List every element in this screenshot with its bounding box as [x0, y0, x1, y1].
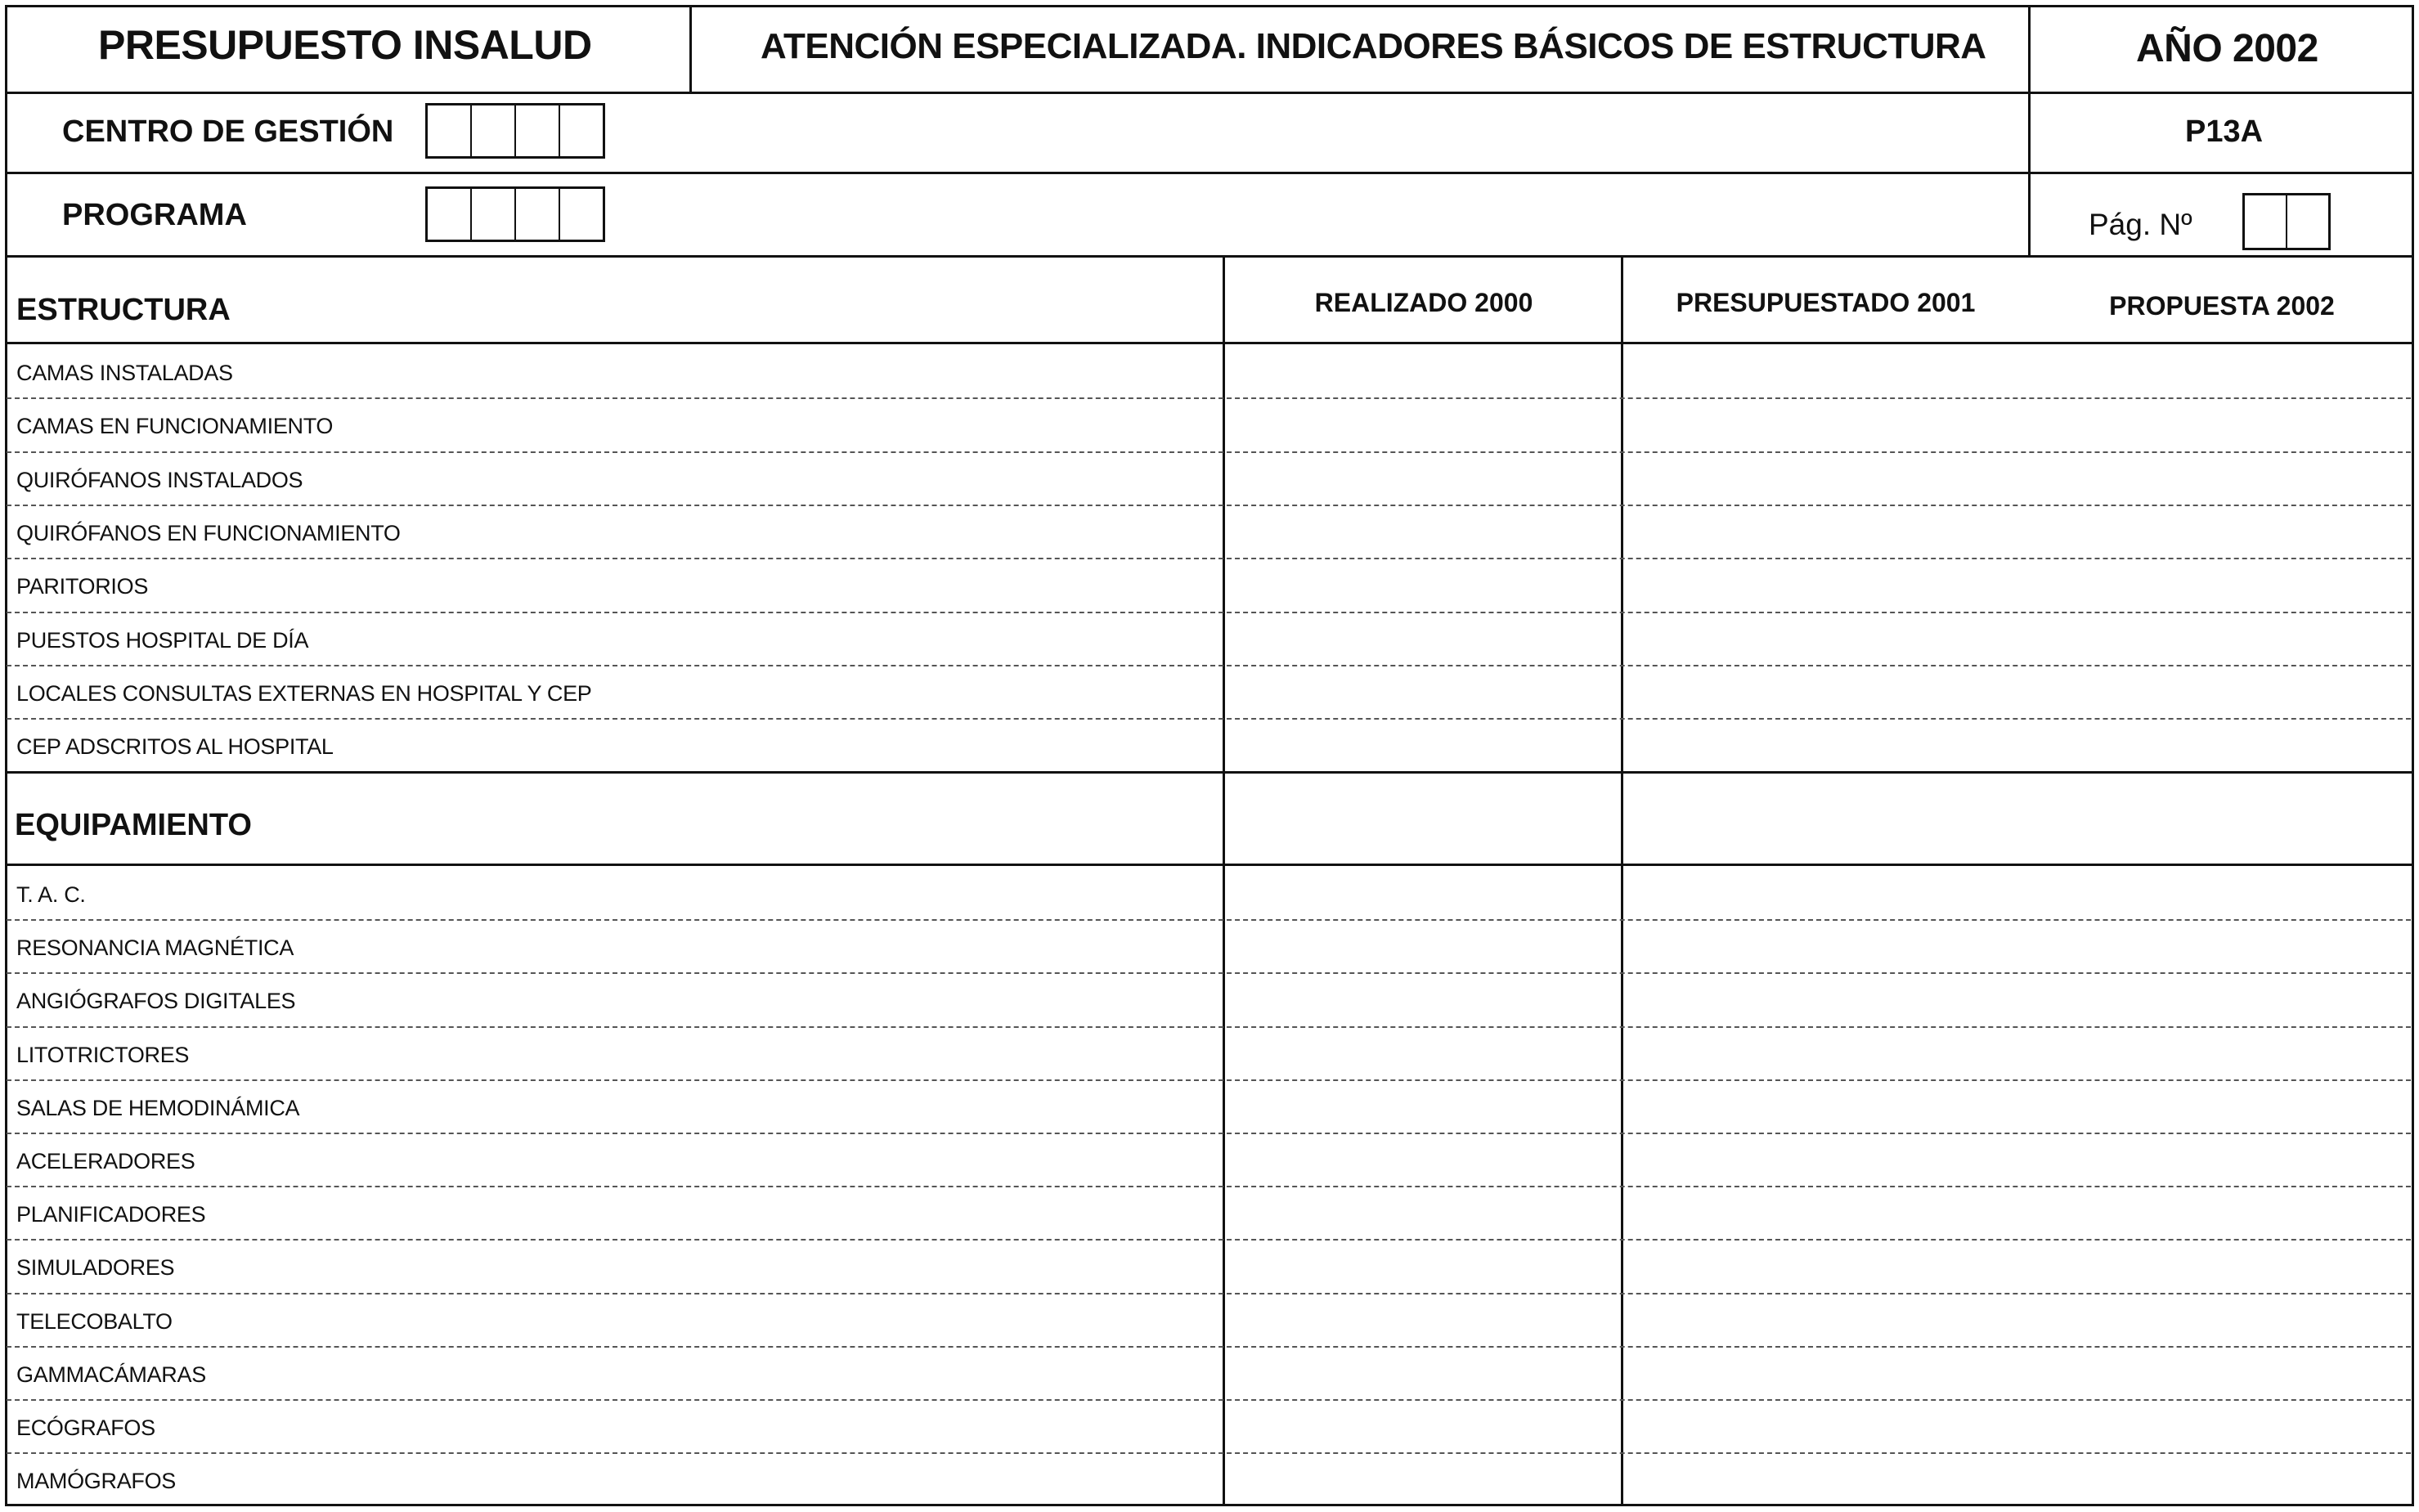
row-separator: [7, 1079, 2411, 1081]
header-divider: [2028, 5, 2031, 257]
row-divider: [5, 342, 2414, 344]
equipamiento-row-label: TELECOBALTO: [16, 1308, 173, 1334]
equipamiento-row-label: LITOTRICTORES: [16, 1042, 190, 1067]
equipamiento-row-label: ECÓGRAFOS: [16, 1416, 155, 1440]
row-divider: [5, 92, 2414, 94]
form-year: AÑO 2002: [2136, 27, 2318, 70]
row-separator: [7, 1133, 2411, 1134]
equipamiento-row-label: PLANIFICADORES: [16, 1202, 206, 1227]
row-separator: [7, 451, 2411, 453]
row-separator: [7, 1399, 2411, 1401]
row-separator: [7, 505, 2411, 506]
header-divider: [689, 5, 692, 93]
row-separator: [7, 1293, 2411, 1294]
centro-gestion-input[interactable]: [425, 103, 605, 159]
row-separator: [7, 1186, 2411, 1187]
form-subtitle: ATENCIÓN ESPECIALIZADA. INDICADORES BÁSICOS DE ESTRUCTURA: [761, 26, 1986, 66]
estructura-row-label: PUESTOS HOSPITAL DE DÍA: [16, 627, 309, 653]
programa-label: PROGRAMA: [62, 198, 247, 232]
page-number-input[interactable]: [2242, 193, 2331, 250]
column-divider: [1621, 255, 1623, 1506]
row-separator: [7, 1452, 2411, 1454]
estructura-row-label: QUIRÓFANOS INSTALADOS: [16, 467, 303, 492]
col-propuesta-header: PROPUESTA 2002: [2109, 291, 2335, 321]
row-separator: [7, 397, 2411, 399]
equipamiento-row-label: MAMÓGRAFOS: [16, 1469, 177, 1494]
estructura-row-label: QUIRÓFANOS EN FUNCIONAMIENTO: [16, 520, 401, 545]
form-title: PRESUPUESTO INSALUD: [98, 22, 592, 68]
estructura-row-label: LOCALES CONSULTAS EXTERNAS EN HOSPITAL Y CEP: [16, 680, 592, 706]
equipamiento-row-label: SALAS DE HEMODINÁMICA: [16, 1095, 300, 1120]
form-frame: [5, 5, 2414, 1506]
row-divider: [5, 172, 2414, 174]
row-separator: [7, 919, 2411, 921]
row-separator: [7, 718, 2411, 720]
programa-input[interactable]: [425, 186, 605, 242]
row-separator: [7, 665, 2411, 666]
row-separator: [7, 1239, 2411, 1241]
row-divider: [5, 255, 2414, 258]
row-separator: [7, 1346, 2411, 1348]
equipamiento-row-label: RESONANCIA MAGNÉTICA: [16, 935, 294, 961]
equipamiento-heading: EQUIPAMIENTO: [15, 808, 252, 842]
equipamiento-row-label: GAMMACÁMARAS: [16, 1362, 206, 1387]
equipamiento-row-label: ACELERADORES: [16, 1149, 195, 1173]
page-number-label: Pág. Nº: [2089, 208, 2192, 241]
centro-gestion-label: CENTRO DE GESTIÓN: [62, 114, 394, 149]
row-separator: [7, 612, 2411, 613]
equipamiento-row-label: SIMULADORES: [16, 1255, 175, 1281]
estructura-row-label: PARITORIOS: [16, 574, 149, 599]
column-divider: [1223, 255, 1225, 1506]
col-realizado-header: REALIZADO 2000: [1314, 288, 1533, 317]
row-separator: [7, 972, 2411, 974]
equipamiento-row-label: T. A. C.: [16, 882, 86, 907]
equipamiento-row-label: ANGIÓGRAFOS DIGITALES: [16, 989, 296, 1014]
row-divider: [5, 771, 2414, 774]
estructura-row-label: CAMAS EN FUNCIONAMIENTO: [16, 414, 334, 439]
row-separator: [7, 558, 2411, 559]
estructura-heading: ESTRUCTURA: [16, 293, 231, 327]
estructura-row-label: CAMAS INSTALADAS: [16, 361, 233, 385]
estructura-row-label: CEP ADSCRITOS AL HOSPITAL: [16, 734, 334, 760]
col-presupuestado-header: PRESUPUESTADO 2001: [1676, 288, 1976, 317]
row-divider: [5, 864, 2414, 866]
form-code: P13A: [2185, 114, 2264, 149]
row-separator: [7, 1026, 2411, 1028]
